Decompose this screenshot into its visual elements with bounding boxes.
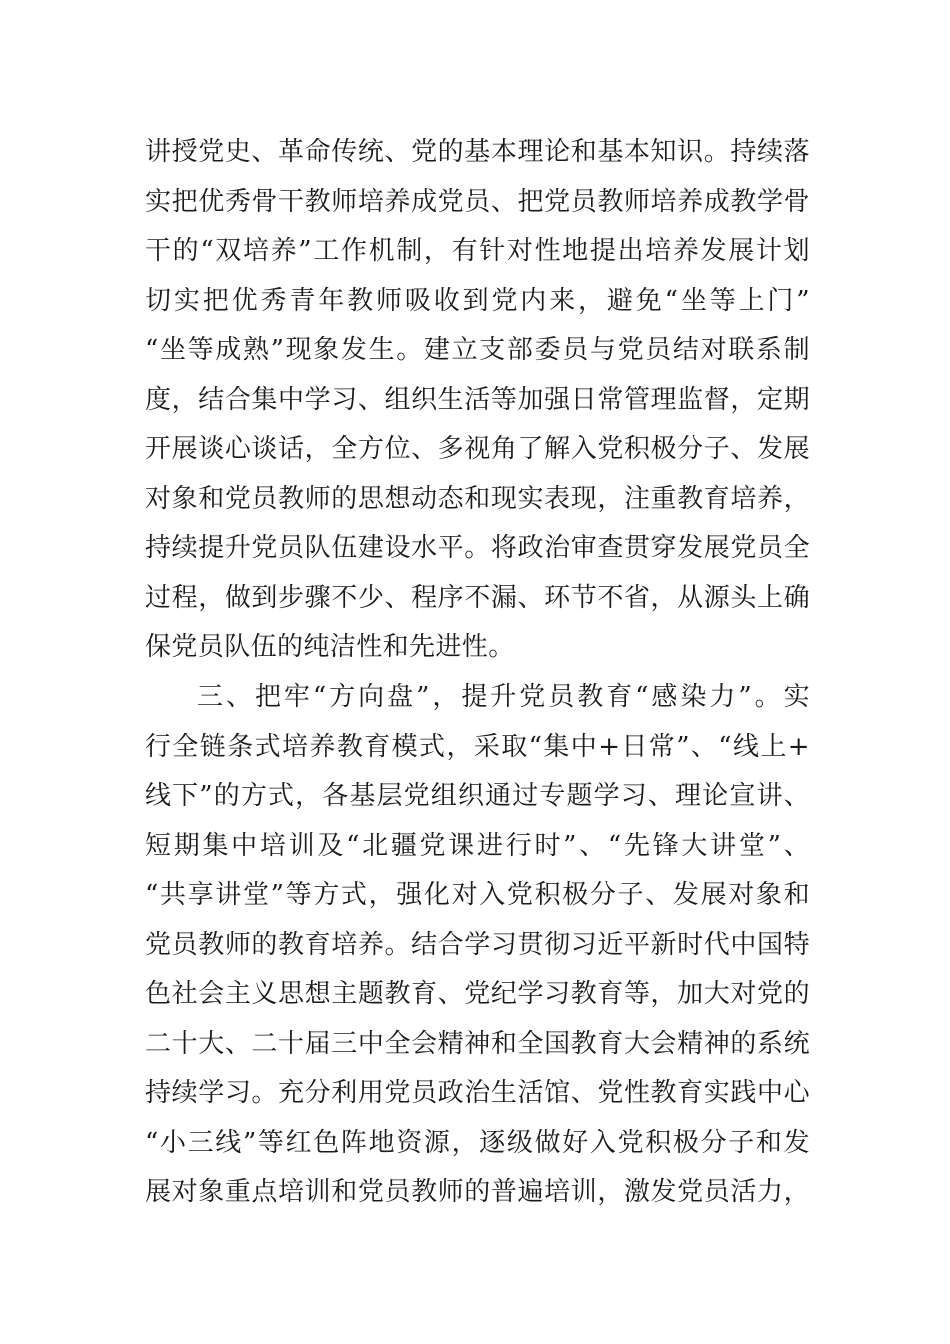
text-line: 度，结合集中学习、组织生活等加强日常管理监督，定期: [145, 384, 810, 415]
text-line: 实把优秀骨干教师培养成党员、把党员教师培养成教学骨: [145, 186, 810, 217]
text-line: “小三线”等红色阵地资源，逐级做好入党积极分子和发: [145, 1127, 810, 1158]
text-line: 持续提升党员队伍建设水平。将政治审查贯穿发展党员全: [145, 533, 810, 564]
text-line: 行全链条式培养教育模式，采取“集中+日常”、“线上+: [145, 731, 810, 762]
text-line: 干的“双培养”工作机制，有针对性地提出培养发展计划: [145, 236, 810, 267]
text-line: 过程，做到步骤不少、程序不漏、环节不省，从源头上确: [145, 582, 810, 613]
section-heading-line: 三、把牢“方向盘”，提升党员教育“感染力”。实: [197, 682, 810, 713]
text-line: 开展谈心谈话，全方位、多视角了解入党积极分子、发展: [145, 434, 810, 465]
text-line: 党员教师的教育培养。结合学习贯彻习近平新时代中国特: [145, 929, 810, 960]
text-line: 对象和党员教师的思想动态和现实表现，注重教育培养，: [145, 483, 810, 514]
text-line: 短期集中培训及“北疆党课进行时”、“先锋大讲堂”、: [145, 830, 810, 861]
paragraph-end-line: 保党员队伍的纯洁性和先进性。: [145, 632, 515, 663]
text-line: 切实把优秀青年教师吸收到党内来，避免“坐等上门”: [145, 285, 810, 316]
text-line: 线下”的方式，各基层党组织通过专题学习、理论宣讲、: [145, 781, 810, 812]
text-line: 二十大、二十届三中全会精神和全国教育大会精神的系统: [145, 1028, 810, 1059]
text-line: 色社会主义思想主题教育、党纪学习教育等，加大对党的: [145, 979, 810, 1010]
text-line: 持续学习。充分利用党员政治生活馆、党性教育实践中心: [145, 1078, 810, 1109]
body-text: [145, 128, 810, 1218]
text-line: “共享讲堂”等方式，强化对入党积极分子、发展对象和: [145, 880, 810, 911]
text-line: “坐等成熟”现象发生。建立支部委员与党员结对联系制: [145, 335, 810, 366]
text-line: 展对象重点培训和党员教师的普遍培训，激发党员活力，: [145, 1177, 810, 1208]
text-line: 讲授党史、革命传统、党的基本理论和基本知识。持续落: [145, 137, 810, 167]
